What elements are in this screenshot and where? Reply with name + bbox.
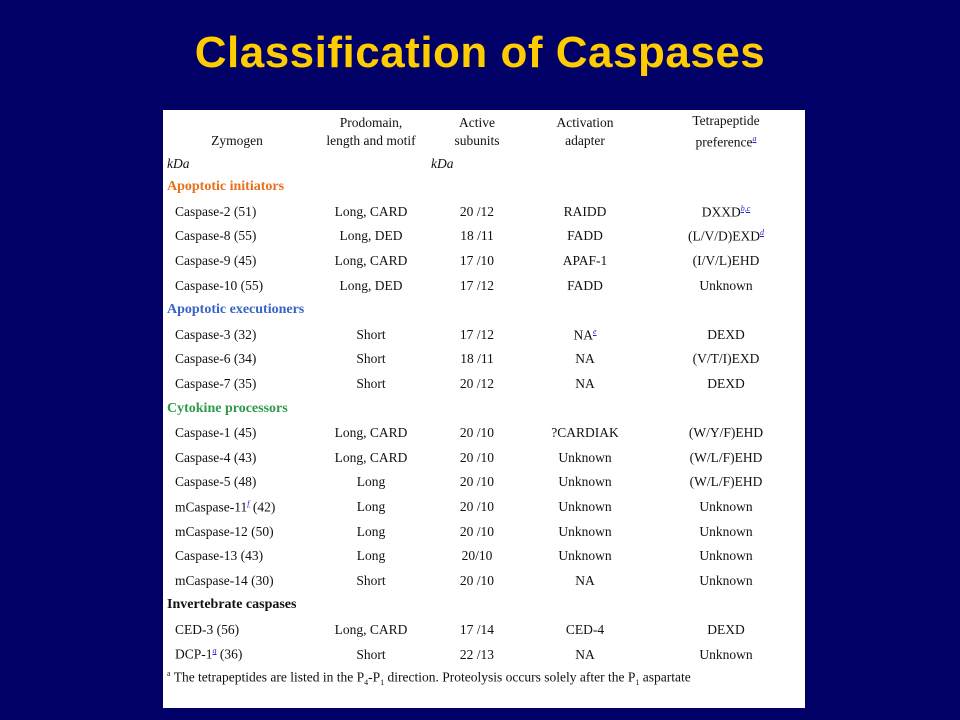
cell-zymogen: Caspase-9 (45) <box>175 253 257 269</box>
cell-zymogen: mCaspase-12 (50) <box>175 523 274 539</box>
cell-tetrapeptide: DEXD <box>707 326 745 342</box>
table-row <box>163 544 805 569</box>
cell-adapter: Unknown <box>558 474 612 490</box>
table-row <box>163 446 805 471</box>
cell-active-subunits: 18 /11 <box>460 228 494 244</box>
cell-tetrapeptide: (W/L/F)EHD <box>689 449 763 465</box>
cell-zymogen: mCaspase-11$^f$ (42) <box>175 498 276 515</box>
table-row <box>163 224 805 249</box>
cell-tetrapeptide: (W/L/F)EHD <box>689 474 763 490</box>
cell-prodomain: Long <box>356 499 386 515</box>
cell-adapter: Unknown <box>558 523 612 539</box>
cell-tetrapeptide: Unknown <box>699 646 753 662</box>
units-empty <box>647 153 805 175</box>
caspase-table <box>163 110 805 689</box>
units-zymogen: kDa <box>167 156 190 171</box>
header-row <box>163 110 805 153</box>
cell-prodomain: Long <box>356 548 386 564</box>
cell-adapter: RAIDD <box>563 203 607 219</box>
footnote-link[interactable]: d <box>759 228 764 238</box>
cell-tetrapeptide: (V/T/I)EXD <box>692 351 760 367</box>
cell-tetrapeptide: Unknown <box>699 277 753 293</box>
cell-tetrapeptide: Unknown <box>699 523 753 539</box>
cell-tetrapeptide: DEXD <box>707 376 745 392</box>
table-row <box>163 200 805 225</box>
footnote-link[interactable]: g <box>212 646 217 656</box>
cell-zymogen: Caspase-3 (32) <box>175 326 257 342</box>
footnote-link-a[interactable]: a <box>752 133 757 143</box>
table-row <box>163 347 805 372</box>
cell-tetrapeptide: (I/V/L)EHD <box>692 253 760 269</box>
cell-prodomain: Long <box>356 523 386 539</box>
cell-adapter: NA <box>575 572 595 588</box>
cell-zymogen: Caspase-8 (55) <box>175 228 257 244</box>
cell-active-subunits: 17 /12 <box>459 277 495 293</box>
cell-prodomain: Short <box>356 351 386 367</box>
cell-tetrapeptide: (W/Y/F)EHD <box>688 425 764 441</box>
cell-zymogen: DCP-1$^g$ (36) <box>175 646 243 662</box>
cell-adapter: FADD <box>567 228 603 244</box>
table-row <box>163 569 805 594</box>
caspase-table-panel <box>163 110 805 708</box>
cell-active-subunits: 17 /14 <box>459 621 495 637</box>
table-row <box>163 470 805 495</box>
table-row <box>163 618 805 643</box>
cell-active-subunits: 18 /11 <box>460 351 494 367</box>
cell-prodomain: Short <box>356 326 386 342</box>
table-row <box>163 642 805 667</box>
cell-prodomain: Short <box>356 646 386 662</box>
table-row <box>163 495 805 520</box>
table-row <box>163 421 805 446</box>
section-label: Apoptotic initiators <box>167 179 285 195</box>
cell-prodomain: Long, CARD <box>334 253 408 269</box>
header-prodomain: Prodomain, length and motif <box>326 114 416 148</box>
table-row <box>163 519 805 544</box>
cell-adapter: ?CARDIAK <box>551 425 619 441</box>
cell-adapter: Unknown <box>558 499 612 515</box>
footnote-link[interactable]: f <box>247 498 250 508</box>
cell-adapter: FADD <box>567 277 603 293</box>
cell-zymogen: Caspase-1 (45) <box>175 425 257 441</box>
cell-active-subunits: 17 /12 <box>459 326 495 342</box>
cell-zymogen: CED-3 (56) <box>175 621 240 637</box>
cell-prodomain: Short <box>356 376 386 392</box>
cell-zymogen: Caspase-4 (43) <box>175 449 257 465</box>
cell-zymogen: Caspase-2 (51) <box>175 203 257 219</box>
cell-tetrapeptide: DEXD <box>707 621 745 637</box>
cell-prodomain: Long, CARD <box>334 425 408 441</box>
footnote-link[interactable]: e <box>592 326 597 336</box>
cell-prodomain: Long, CARD <box>334 203 408 219</box>
section-header <box>163 593 805 618</box>
cell-active-subunits: 20 /10 <box>459 474 495 490</box>
cell-tetrapeptide: (L/V/D)EXD$^d$ <box>688 228 764 244</box>
units-empty <box>523 153 647 175</box>
cell-zymogen: Caspase-13 (43) <box>175 548 264 564</box>
cell-prodomain: Long, CARD <box>334 621 408 637</box>
cell-zymogen: Caspase-6 (34) <box>175 351 257 367</box>
cell-adapter: CED-4 <box>565 621 605 637</box>
cell-active-subunits: 20 /10 <box>459 499 495 515</box>
table-row <box>163 323 805 348</box>
cell-adapter: NA <box>575 376 595 392</box>
cell-adapter: NA$^e$ <box>573 326 597 343</box>
section-label: Apoptotic executioners <box>167 302 305 318</box>
cell-active-subunits: 20 /10 <box>459 572 495 588</box>
cell-active-subunits: 17 /10 <box>459 253 495 269</box>
cell-tetrapeptide: Unknown <box>699 499 753 515</box>
cell-active-subunits: 22 /13 <box>459 646 495 662</box>
header-zymogen: Zymogen <box>211 132 263 148</box>
footnote-row <box>163 667 805 689</box>
cell-adapter: Unknown <box>558 449 612 465</box>
cell-active-subunits: 20 /10 <box>459 425 495 441</box>
cell-prodomain: Short <box>356 572 386 588</box>
section-label: Invertebrate caspases <box>167 597 297 613</box>
cell-active-subunits: 20/10 <box>461 548 493 564</box>
header-activation-adapter: Activation adapter <box>556 114 614 148</box>
header-active-subunits: Active subunits <box>454 114 500 148</box>
cell-zymogen: Caspase-5 (48) <box>175 474 257 490</box>
footnote-link[interactable]: b,c <box>740 203 751 213</box>
section-header <box>163 298 805 323</box>
units-empty <box>311 153 431 175</box>
cell-active-subunits: 20 /10 <box>459 449 495 465</box>
cell-zymogen: Caspase-7 (35) <box>175 376 257 392</box>
cell-prodomain: Long <box>356 474 386 490</box>
cell-adapter: Unknown <box>558 548 612 564</box>
cell-tetrapeptide: Unknown <box>699 548 753 564</box>
cell-zymogen: mCaspase-14 (30) <box>175 572 274 588</box>
section-label: Cytokine processors <box>167 400 288 416</box>
footnote-text: $^a$ The tetrapeptides are listed in the $P_4-P_1$ direction. Proteolysis occurs solely after the $P_1$ aspartate <box>167 668 691 687</box>
cell-tetrapeptide: Unknown <box>699 572 753 588</box>
table-row <box>163 273 805 298</box>
cell-prodomain: Long, DED <box>339 228 403 244</box>
cell-adapter: NA <box>575 646 595 662</box>
cell-zymogen: Caspase-10 (55) <box>175 277 264 293</box>
cell-active-subunits: 20 /12 <box>459 376 495 392</box>
cell-adapter: NA <box>575 351 595 367</box>
cell-prodomain: Long, CARD <box>334 449 408 465</box>
table-row <box>163 372 805 397</box>
cell-adapter: APAF-1 <box>562 253 608 269</box>
section-header <box>163 396 805 421</box>
table-row <box>163 249 805 274</box>
cell-tetrapeptide: DXXD$^{b,c}$ <box>701 203 751 220</box>
units-active: kDa <box>431 156 454 171</box>
cell-active-subunits: 20 /10 <box>459 523 495 539</box>
header-tetrapeptide: Tetrapeptide preference$^a$ <box>692 112 760 150</box>
cell-prodomain: Long, DED <box>339 277 403 293</box>
section-header <box>163 175 805 200</box>
units-row <box>163 153 805 175</box>
cell-active-subunits: 20 /12 <box>459 203 495 219</box>
slide-title: Classification of Caspases <box>194 28 766 77</box>
